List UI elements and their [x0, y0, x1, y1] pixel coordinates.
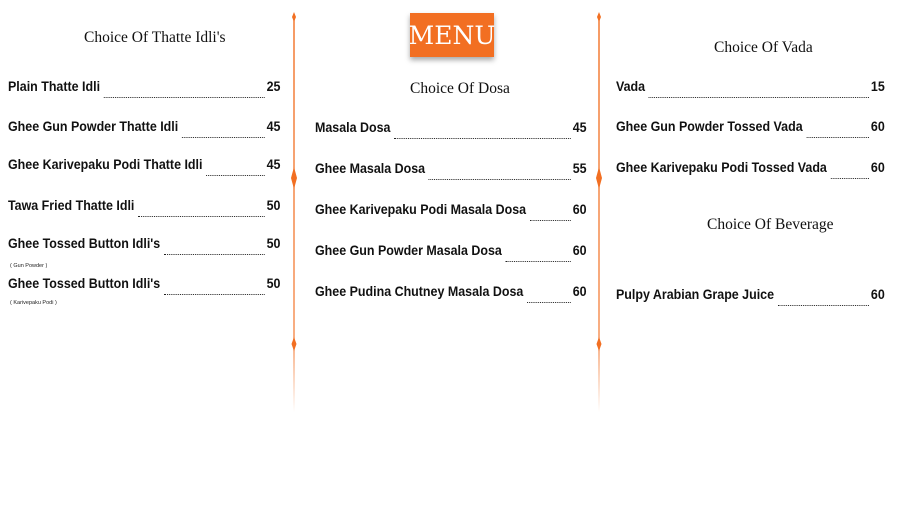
leader-dots: [182, 136, 265, 138]
menu-item: [616, 119, 885, 141]
item-name: Vada: [616, 79, 646, 94]
item-name: Ghee Tossed Button Idli's: [8, 276, 161, 291]
item-name: Ghee Karivepaku Podi Tossed Vada: [616, 160, 827, 175]
menu-item: [315, 202, 587, 224]
item-name: Ghee Masala Dosa: [315, 161, 426, 176]
item-price: 45: [266, 119, 281, 134]
leader-dots: [649, 96, 869, 98]
leader-dots: [527, 301, 571, 303]
section-title-beverage: Choice Of Beverage: [707, 216, 834, 233]
item-price: 60: [572, 202, 587, 217]
menu-item: [8, 119, 280, 141]
section-title-thatte-idli: Choice Of Thatte Idli's: [84, 29, 226, 46]
item-price: 60: [572, 243, 587, 258]
leader-dots: [206, 174, 265, 176]
menu-item: [8, 79, 280, 101]
menu-item: [8, 198, 280, 220]
column-divider-right: [595, 12, 603, 412]
menu-item: [616, 79, 885, 101]
item-price: 50: [266, 276, 281, 291]
menu-item: [8, 157, 280, 179]
item-note: ( Gun Powder ): [10, 263, 48, 269]
menu-title: MENU: [408, 20, 496, 50]
item-name: Ghee Tossed Button Idli's: [8, 236, 161, 251]
item-name: Ghee Gun Powder Thatte Idli: [8, 119, 179, 134]
leader-dots: [530, 219, 571, 221]
leader-dots: [778, 304, 869, 306]
leader-dots: [394, 137, 571, 139]
item-price: 60: [870, 119, 885, 134]
leader-dots: [138, 215, 265, 217]
item-name: Masala Dosa: [315, 120, 391, 135]
menu-item: [616, 160, 885, 182]
section-title-vada: Choice Of Vada: [714, 39, 813, 56]
menu-item: [315, 120, 587, 142]
menu-badge: [410, 13, 494, 57]
leader-dots: [506, 260, 571, 262]
item-name: Ghee Gun Powder Tossed Vada: [616, 119, 803, 134]
item-price: 45: [572, 120, 587, 135]
item-price: 55: [572, 161, 587, 176]
menu-item: [8, 236, 280, 258]
item-name: Ghee Karivepaku Podi Masala Dosa: [315, 202, 527, 217]
item-price: 15: [870, 79, 885, 94]
item-name: Tawa Fried Thatte Idli: [8, 198, 135, 213]
leader-dots: [164, 253, 265, 255]
leader-dots: [104, 96, 265, 98]
section-title-dosa: Choice Of Dosa: [410, 80, 510, 97]
item-name: Pulpy Arabian Grape Juice: [616, 287, 775, 302]
menu-item: [616, 287, 885, 309]
menu-item: [315, 243, 587, 265]
item-price: 60: [870, 287, 885, 302]
item-price: 45: [266, 157, 281, 172]
menu-item: [8, 276, 280, 298]
column-divider-left: [290, 12, 298, 412]
item-note: ( Karivepaku Podi ): [10, 300, 57, 306]
leader-dots: [429, 178, 571, 180]
item-price: 50: [266, 236, 281, 251]
item-price: 60: [572, 284, 587, 299]
menu-item: [315, 284, 587, 306]
item-price: 25: [266, 79, 281, 94]
item-name: Ghee Gun Powder Masala Dosa: [315, 243, 502, 258]
leader-dots: [831, 177, 869, 179]
item-name: Ghee Pudina Chutney Masala Dosa: [315, 284, 524, 299]
item-price: 50: [266, 198, 281, 213]
menu-item: [315, 161, 587, 183]
item-name: Plain Thatte Idli: [8, 79, 101, 94]
item-name: Ghee Karivepaku Podi Thatte Idli: [8, 157, 203, 172]
leader-dots: [164, 293, 265, 295]
leader-dots: [806, 136, 869, 138]
item-price: 60: [870, 160, 885, 175]
